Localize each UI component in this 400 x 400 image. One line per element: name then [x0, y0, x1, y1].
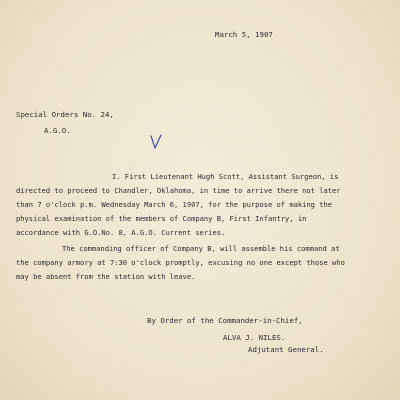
order-heading: Special Orders No. 24,	[16, 110, 114, 119]
paragraph-2-line-3: may be absent from the station with leave.	[16, 272, 196, 281]
paragraph-1-line-3: than 7 o'clock p.m. Wednesday March 6, 1907, for the purpose of making the	[16, 200, 333, 209]
closing-line: By Order of the Commander-in-Chief,	[147, 316, 303, 325]
signatory-title: Adjutant General.	[248, 345, 324, 354]
paragraph-1-line-2: directed to proceed to Chandler, Oklahoma, in time to arrive there not later	[16, 186, 341, 195]
paragraph-1-line-5: accordance with G.O.No. 8, A.G.O. Current series.	[16, 228, 226, 237]
paragraph-1-line-1: I. First Lieutenant Hugh Scott, Assistant Surgeon, is	[112, 172, 339, 181]
signatory-name: ALVA J. NILES.	[223, 333, 286, 342]
check-mark-icon	[150, 134, 162, 150]
paragraph-2-line-1: The commanding officer of Company B, will assemble his command at	[62, 244, 340, 253]
paragraph-1-line-4: physical examination of the members of Company B, First Infantry, in	[16, 214, 307, 223]
paragraph-2-line-2: the company armory at 7:30 o'clock promptly, excusing no one except those who	[16, 258, 345, 267]
letter-date: March 5, 1907	[215, 30, 273, 39]
office-abbreviation: A.G.O.	[44, 126, 71, 135]
